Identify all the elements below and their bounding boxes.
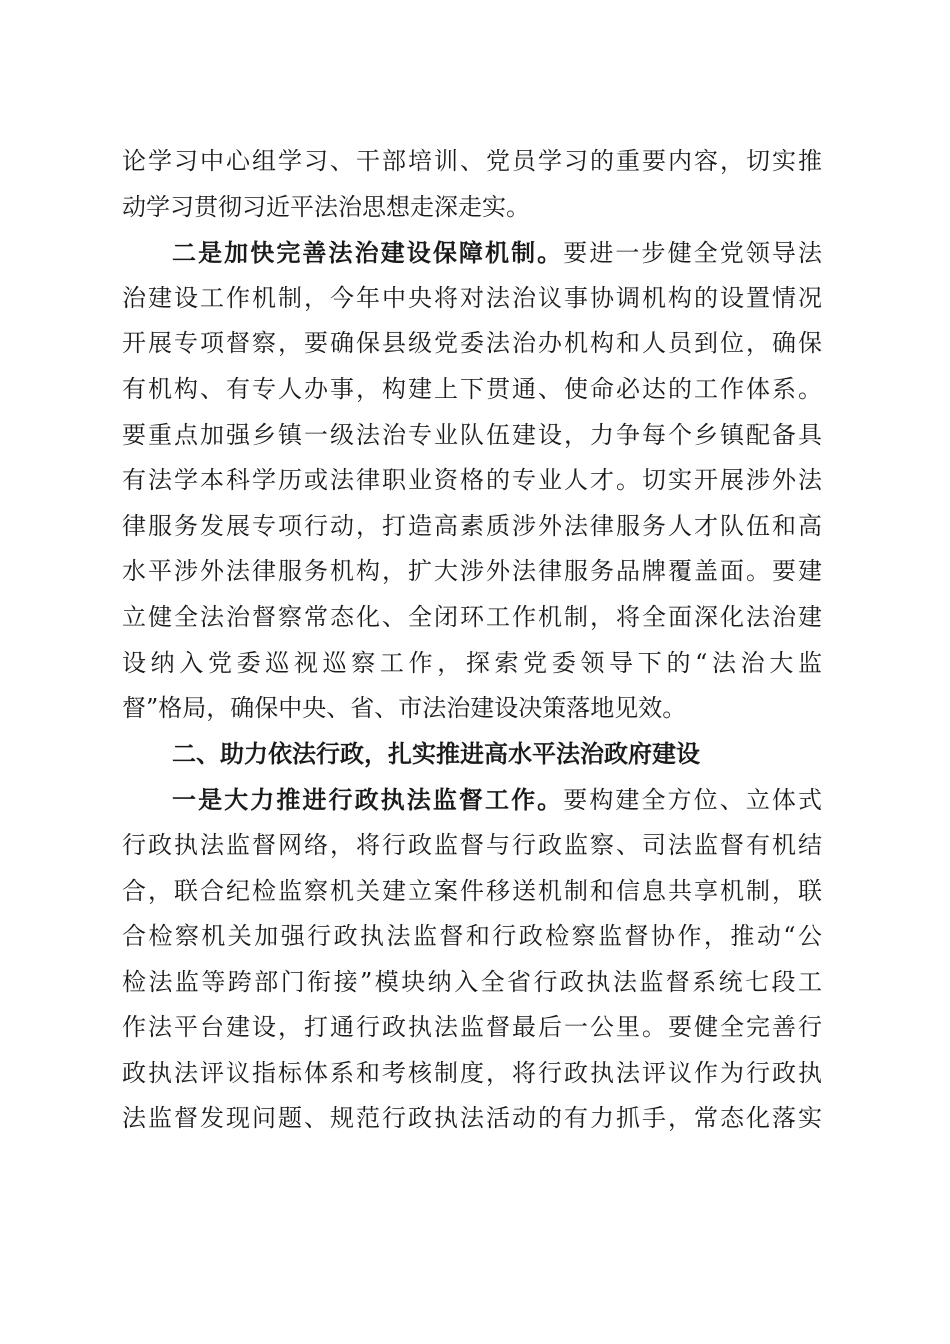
text-line <box>122 367 822 413</box>
text-line <box>122 777 822 823</box>
line-text: 律服务发展专项行动，打造高素质涉外法律服务人才队伍和高 <box>122 511 822 540</box>
line-text: 开展专项督察，要确保县级党委法治办机构和人员到位，确保 <box>122 329 822 358</box>
text-line <box>122 595 822 641</box>
section-heading <box>122 732 822 778</box>
line-text: 法监督发现问题、规范行政执法活动的有力抓手，常态化落实 <box>122 1104 822 1133</box>
text-line <box>122 1005 822 1051</box>
bold-lead-phrase: 一是大力推进行政执法监督工作。 <box>172 785 564 815</box>
bold-lead-phrase: 二是加快完善法治建设保障机制。 <box>172 238 564 268</box>
text-line <box>122 686 822 732</box>
text-line <box>122 641 822 687</box>
text-line <box>122 321 822 367</box>
text-line <box>122 458 822 504</box>
line-text: 有机构、有专人办事，构建上下贯通、使命必达的工作体系。 <box>122 374 822 403</box>
text-line <box>122 914 822 960</box>
text-line <box>122 960 822 1006</box>
text-line <box>122 1051 822 1097</box>
text-line <box>122 1096 822 1142</box>
body-text <box>122 139 822 1142</box>
text-line <box>122 276 822 322</box>
line-text: 动学习贯彻习近平法治思想走深走实。 <box>122 192 530 221</box>
line-text: 要进一步健全党领导法 <box>563 239 822 268</box>
line-text: 有法学本科学历或法律职业资格的专业人才。切实开展涉外法 <box>122 466 822 495</box>
text-line <box>122 504 822 550</box>
line-text: 行政执法监督网络，将行政监督与行政监察、司法监督有机结 <box>122 830 822 859</box>
line-text: 治建设工作机制，今年中央将对法治议事协调机构的设置情况 <box>122 283 822 312</box>
line-text: 要构建全方位、立体式 <box>563 786 822 815</box>
text-line <box>122 139 822 185</box>
section-heading-text: 二、助力依法行政，扎实推进高水平法治政府建设 <box>172 739 700 768</box>
line-text: 合检察机关加强行政执法监督和行政检察监督协作，推动“公 <box>122 922 822 951</box>
text-line <box>122 185 822 231</box>
line-text: 合，联合纪检监察机关建立案件移送机制和信息共享机制，联 <box>122 876 822 905</box>
text-line <box>122 230 822 276</box>
text-line <box>122 869 822 915</box>
text-line <box>122 823 822 869</box>
line-text: 检法监等跨部门衔接”模块纳入全省行政执法监督系统七段工 <box>122 967 822 996</box>
line-text: 作法平台建设，打通行政执法监督最后一公里。要健全完善行 <box>122 1013 822 1042</box>
line-text: 督”格局，确保中央、省、市法治建设决策落地见效。 <box>122 694 687 723</box>
line-text: 立健全法治督察常态化、全闭环工作机制，将全面深化法治建 <box>122 602 822 631</box>
text-line <box>122 413 822 459</box>
line-text: 要重点加强乡镇一级法治专业队伍建设，力争每个乡镇配备具 <box>122 420 822 449</box>
text-line <box>122 549 822 595</box>
line-text: 水平涉外法律服务机构，扩大涉外法律服务品牌覆盖面。要建 <box>122 557 822 586</box>
line-text: 政执法评议指标体系和考核制度，将行政执法评议作为行政执 <box>122 1058 822 1087</box>
line-text: 论学习中心组学习、干部培训、党员学习的重要内容，切实推 <box>122 147 822 175</box>
line-text: 设纳入党委巡视巡察工作，探索党委领导下的“法治大监 <box>122 648 822 677</box>
